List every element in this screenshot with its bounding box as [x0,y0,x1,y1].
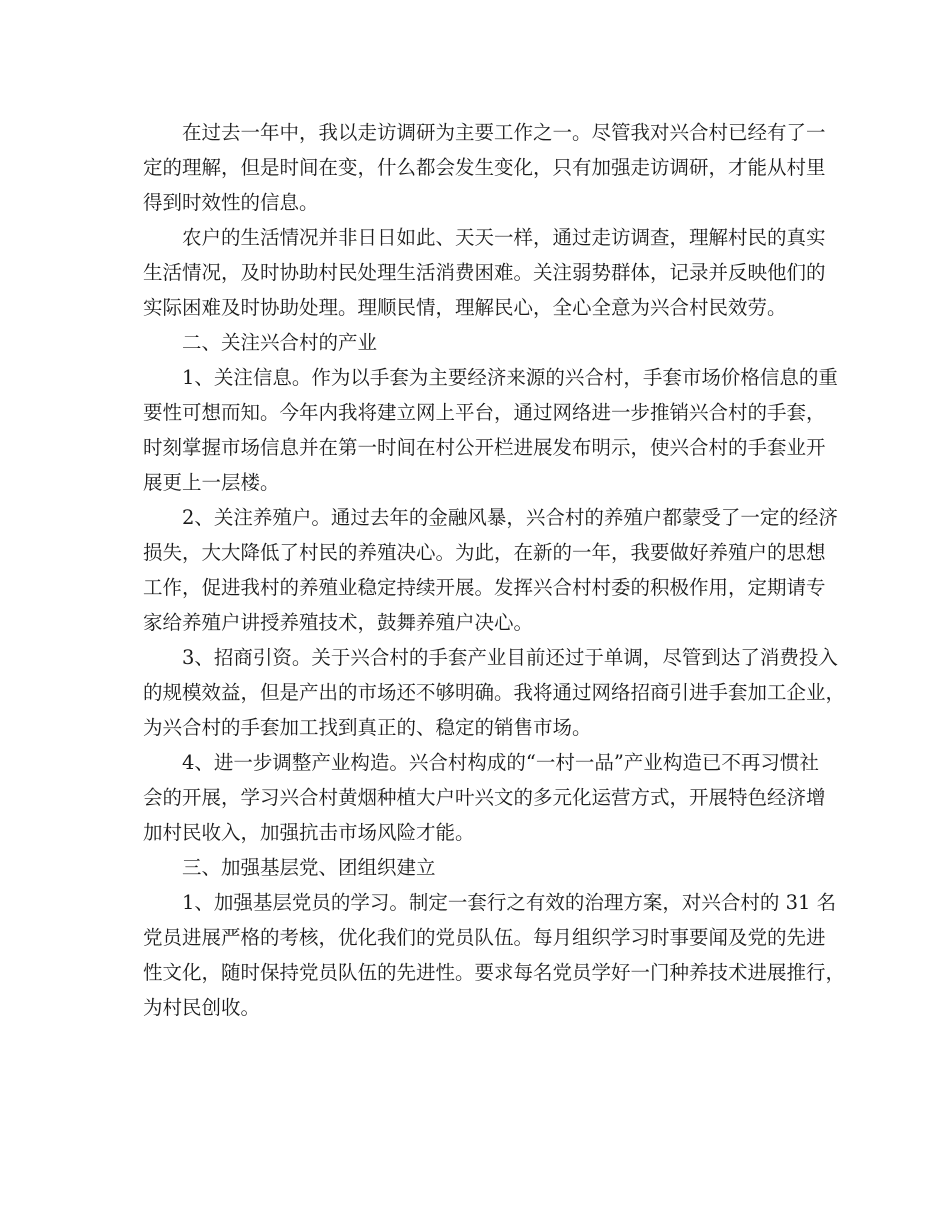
text-line: 生活情况，及时协助村民处理生活消费困难。关注弱势群体，记录并反映他们的 [143,261,826,284]
paragraph [143,220,826,325]
text-line: 损失，大大降低了村民的养殖决心。为此，在新的一年，我要做好养殖户的思想 [143,541,826,564]
text-line: 加村民收入，加强抗击市场风险才能。 [143,821,475,844]
text-line: 为兴合村的手套加工找到真正的、稳定的销售市场。 [143,716,592,739]
text-line: 4、进一步调整产业构造。兴合村构成的“一村一品”产业构造已不再习惯社 [182,751,819,774]
paragraph [143,745,826,850]
text-line: 展更上一层楼。 [143,471,280,494]
text-line: 在过去一年中，我以走访调研为主要工作之一。尽管我对兴合村已经有了一 [182,121,826,144]
paragraph [143,885,846,1025]
text-line: 1、关注信息。作为以手套为主要经济来源的兴合村，手套市场价格信息的重 [182,366,838,389]
text-line: 工作，促进我村的养殖业稳定持续开展。发挥兴合村村委的积极作用，定期请专 [143,576,826,599]
text-line: 的规模效益，但是产出的市场还不够明确。我将通过网络招商引进手套加工企业， [143,681,846,704]
text-line: 2、关注养殖户。通过去年的金融风暴，兴合村的养殖户都蒙受了一定的经济 [182,506,838,529]
text-line: 农户的生活情况并非日日如此、天天一样，通过走访调查，理解村民的真实 [182,226,826,249]
text-line: 要性可想而知。今年内我将建立网上平台，通过网络进一步推销兴合村的手套， [143,401,826,424]
text-line: 得到时效性的信息。 [143,191,319,214]
text-line: 1、加强基层党员的学习。制定一套行之有效的治理方案，对兴合村的 31 名 [182,891,837,914]
paragraph [143,640,846,745]
text-line: 家给养殖户讲授养殖技术，鼓舞养殖户决心。 [143,611,534,634]
section-heading [143,850,811,885]
text-line: 党员进展严格的考核，优化我们的党员队伍。每月组织学习时事要闻及党的先进 [143,926,826,949]
text-line: 3、招商引资。关于兴合村的手套产业目前还过于单调，尽管到达了消费投入 [182,646,838,669]
text-line: 定的理解，但是时间在变，什么都会发生变化，只有加强走访调研，才能从村里 [143,156,826,179]
paragraph [143,500,838,640]
text-line: 为村民创收。 [143,996,261,1019]
heading-text: 三、加强基层党、团组织建立 [182,856,436,879]
section-heading [143,325,811,360]
text-line: 时刻掌握市场信息并在第一时间在村公开栏进展发布明示，使兴合村的手套业开 [143,436,826,459]
text-line: 实际困难及时协助处理。理顺民情，理解民心，全心全意为兴合村民效劳。 [143,296,787,319]
document-body [143,115,846,1025]
text-line: 性文化，随时保持党员队伍的先进性。要求每名党员学好一门种养技术进展推行， [143,961,846,984]
paragraph [143,115,826,220]
paragraph [143,360,838,500]
heading-text: 二、关注兴合村的产业 [182,331,378,354]
text-line: 会的开展，学习兴合村黄烟种植大户叶兴文的多元化运营方式，开展特色经济增 [143,786,826,809]
